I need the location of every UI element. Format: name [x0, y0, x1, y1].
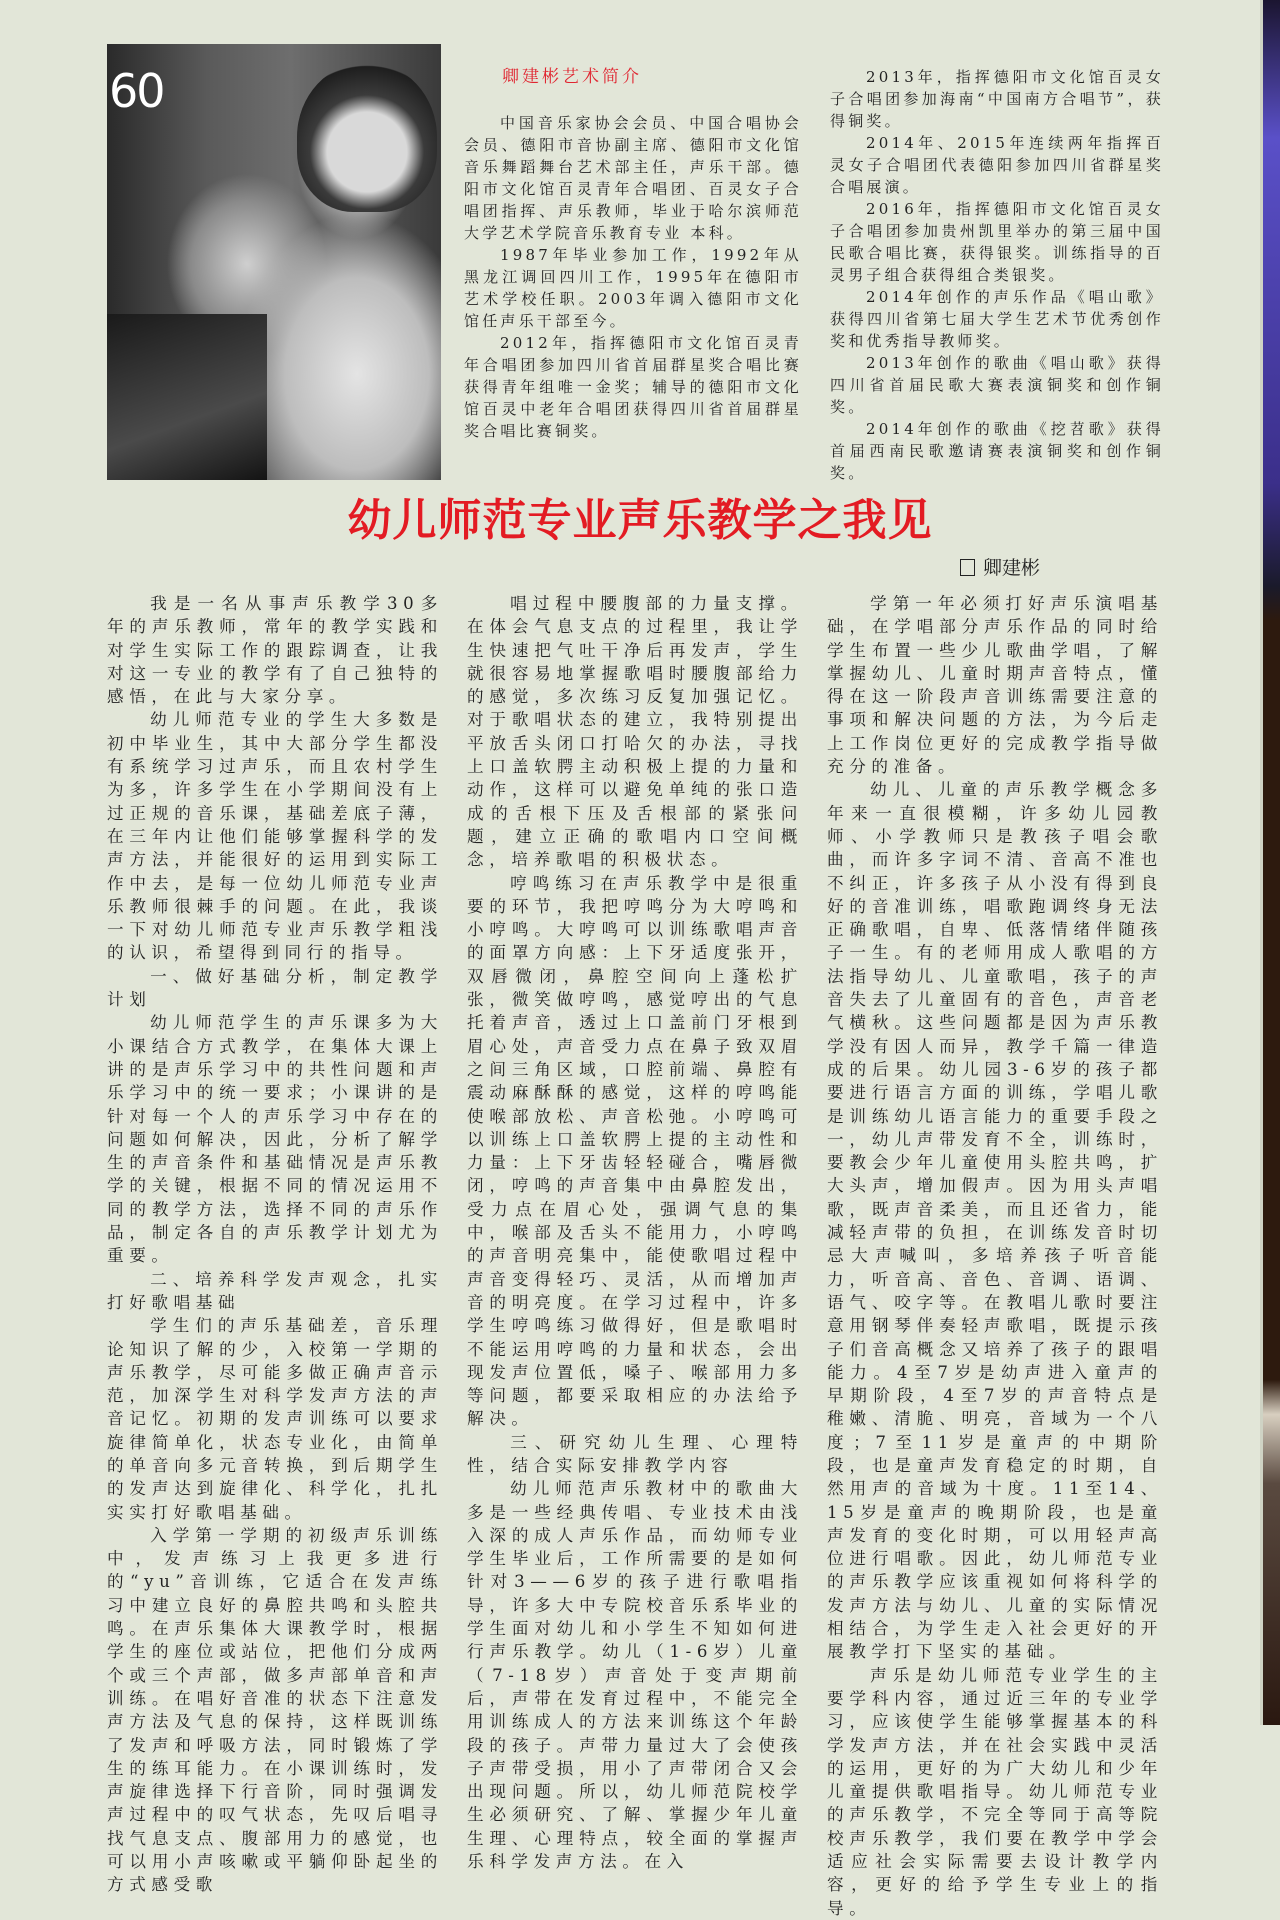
paragraph: 幼儿、儿童的声乐教学概念多年来一直很模糊，许多幼儿园教师、小学教师只是教孩子唱会歌曲，而许多字词不清、音高不准也不纠正，许多孩子从小没有得到良好的音准训练，唱歌跑调终身无法正确歌唱，自卑、低落情绪伴随孩子一生。有的老师用成人歌唱的方法指导幼儿、儿童歌唱，孩子的声音失去了儿童固有的音色，声音老气横秋。这些问题都是因为声乐教学没有因人而异，教学千篇一律造成的后果。幼儿园3-6岁的孩子都要进行语言方面的训练，学唱儿歌是训练幼儿语言能力的重要手段之一，幼儿声带发育不全，训练时，要教会少年儿童使用头腔共鸣，扩大头声，增加假声。因为用头声唱歌，既声音柔美，而且还省力，能减轻声带的负担，在训练发音时切忌大声喊叫，多培养孩子听音能力，听音高、音色、音调、语调、语气、咬字等。在教唱儿歌时要注意用钢琴伴奏轻声歌唱，既提示孩子们音高概念又培养了孩子的跟唱能力。4至7岁是幼声进入童声的早期阶段，4至7岁的声音特点是稚嫩、清脆、明亮，音域为一个八度；7至11岁是童声的中期阶段，也是童声发育稳定的时期，自然用声的音域为十度。11至14、15岁是童声的晚期阶段，也是童声发育的变化时期，可以用轻声高位进行唱歌。因此，幼儿师范专业的声乐教学应该重视如何将科学的发声方法与幼儿、儿童的实际情况相结合，为学生走入社会更好的开展教学打下坚实的基础。	[827, 780, 1163, 1662]
article-title: 幼儿师范专业声乐教学之我见	[347, 495, 933, 546]
paragraph: 幼儿师范专业的学生大多数是初中毕业生，其中大部分学生都没有系统学习过声乐，而且农村学生为多，许多学生在小学期间没有上过正规的音乐课，基础差底子薄，在三年内让他们能够掌握科学的发声方法，并能很好的运用到实际工作中去，是每一位幼儿师范专业声乐教师很棘手的问题。在此，我谈一下对幼儿师范专业声乐教学粗浅的认识，希望得到同行的指导。	[107, 710, 443, 963]
paragraph: 2013年创作的歌曲《唱山歌》获得四川省首届民歌大赛表演铜奖和创作铜奖。	[830, 354, 1164, 416]
adjacent-page-photo-strip	[1263, 0, 1280, 1725]
paragraph: 我是一名从事声乐教学30多年的声乐教师，常年的教学实践和对学生实际工作的跟踪调查，让我对这一专业的教学有了自己独特的感悟，在此与大家分享。	[107, 594, 443, 707]
paragraph: 三、研究幼儿生理、心理特性，结合实际安排教学内容	[467, 1432, 803, 1475]
paragraph: 学生们的声乐基础差，音乐理论知识了解的少，入校第一学期的声乐教学，尽可能多做正确声音示范，加深学生对科学发声方法的声音记忆。初期的发声训练可以要求旋律简单化，状态专业化，由简单的单音向多元音转换，到后期学生的发声达到旋律化、科学化，扎扎实实打好歌唱基础。	[107, 1316, 443, 1522]
author-box-icon	[960, 559, 975, 576]
paragraph: 一、做好基础分析，制定教学计划	[107, 966, 443, 1010]
article-column-3	[827, 592, 1163, 1920]
page-number: 60	[109, 64, 164, 118]
bio-column-2	[830, 66, 1164, 484]
paragraph: 幼儿师范学生的声乐课多为大小课结合方式教学，在集体大课上讲的是声乐学习中的共性问题和声乐学习中的统一要求；小课讲的是针对每一个人的声乐学习中存在的问题如何解决，因此，分析了解学生的声音条件和基础情况是声乐教学的关键，根据不同的情况运用不同的教学方法，选择不同的声乐作品，制定各自的声乐教学计划尤为重要。	[107, 1013, 443, 1266]
paragraph: 2012年，指挥德阳市文化馆百灵青年合唱团参加四川省首届群星奖合唱比赛获得青年组唯一金奖；辅导的德阳市文化馆百灵中老年合唱团获得四川省首届群星奖合唱比赛铜奖。	[464, 334, 802, 440]
paragraph: 声乐是幼儿师范专业学生的主要学科内容，通过近三年的专业学习，应该使学生能够掌握基本的科学发声方法，并在社会实践中灵活的运用，更好的为广大幼儿和少年儿童提供歌唱指导。幼儿师范专业的声乐教学，不完全等同于高等院校声乐教学，我们要在教学中学会适应社会实际需要去设计教学内容，更好的给予学生专业上的指导。	[827, 1665, 1163, 1918]
paragraph: 幼儿师范声乐教材中的歌曲大多是一些经典传唱、专业技术由浅入深的成人声乐作品，而幼师专业学生毕业后，工作所需要的是如何针对3——6岁的孩子进行歌唱指导，许多大中专院校音乐系毕业的学生面对幼儿和小学生不知如何进行声乐教学。幼儿（1-6岁）儿童（7-18岁）声音处于变声期前后，声带在发育过程中，不能完全用训练成人的方法来训练这个年龄段的孩子。声带力量过大了会使孩子声带受损，用小了声带闭合又会出现问题。所以，幼儿师范院校学生必须研究、了解、掌握少年儿童生理、心理特点，较全面的掌握声乐科学发声方法。在入	[467, 1479, 803, 1872]
paragraph: 2014年创作的歌曲《挖苕歌》获得首届西南民歌邀请赛表演铜奖和创作铜奖。	[830, 420, 1164, 482]
paragraph: 2016年，指挥德阳市文化馆百灵女子合唱团参加贵州凯里举办的第三届中国民歌合唱比赛，获得银奖。训练指导的百灵男子组合获得组合类银奖。	[830, 200, 1164, 284]
paragraph: 中国音乐家协会会员、中国合唱协会会员、德阳市音协副主席、德阳市文化馆音乐舞蹈舞台艺术部主任，声乐干部。德阳市文化馆百灵青年合唱团、百灵女子合唱团指挥、声乐教师，毕业于哈尔滨师范大学艺术学院音乐教育专业 本科。	[464, 114, 802, 242]
portrait-piano	[107, 314, 267, 480]
bio-heading: 卿建彬艺术简介	[502, 67, 642, 87]
paragraph: 2014年创作的声乐作品《唱山歌》获得四川省第七届大学生艺术节优秀创作奖和优秀指导教师奖。	[830, 288, 1164, 350]
paragraph: 1987年毕业参加工作，1992年从黑龙江调回四川工作，1995年在德阳市艺术学校任职。2003年调入德阳市文化馆任声乐干部至今。	[464, 246, 802, 330]
paragraph: 学第一年必须打好声乐演唱基础，在学唱部分声乐作品的同时给学生布置一些少儿歌曲学唱，了解掌握幼儿、儿童时期声音特点，懂得在这一阶段声音训练需要注意的事项和解决问题的方法，为今后走上工作岗位更好的完成教学指导做充分的准备。	[827, 594, 1163, 777]
bio-column-1	[464, 112, 802, 442]
article-column-1	[107, 592, 443, 1897]
portrait-figure	[297, 62, 437, 212]
paragraph: 二、培养科学发声观念，扎实打好歌唱基础	[107, 1269, 443, 1312]
author-name: 卿建彬	[983, 557, 1041, 579]
paragraph: 唱过程中腰腹部的力量支撑。在体会气息支点的过程里，我让学生快速把气吐干净后再发声，学生就很容易地掌握歌唱时腰腹部给力的感觉，多次练习反复加强记忆。 对于歌唱状态的建立，我特别提出平放舌头闭口打哈欠的办法，寻找上口盖软腭主动积极上提的力量和动作，这样可以避免单纯的张口造成的舌根下压及舌根部的紧张问题，建立正确的歌唱内口空间概念，培养歌唱的积极状态。	[467, 594, 803, 870]
author-portrait-photo	[107, 44, 441, 480]
paragraph: 入学第一学期的初级声乐训练中，发声练习上我更多进行的“yu”音训练，它适合在发声练习中建立良好的鼻腔共鸣和头腔共鸣。在声乐集体大课教学时，根据学生的座位或站位，把他们分成两个或三个声部，做多声部单音和声训练。在唱好音准的状态下注意发声方法及气息的保持，这样既训练了发声和呼吸方法，同时锻炼了学生的练耳能力。在小课训练时，发声旋律选择下行音阶，同时强调发声过程中的叹气状态，先叹后唱寻找气息支点、腹部用力的感觉，也可以用小声咳嗽或平躺仰卧起坐的方式感受歌	[107, 1525, 443, 1895]
paragraph: 2014年、2015年连续两年指挥百灵女子合唱团代表德阳参加四川省群星奖合唱展演。	[830, 134, 1164, 196]
article-column-2	[467, 592, 803, 1873]
article-author	[960, 556, 1040, 580]
paragraph: 2013年，指挥德阳市文化馆百灵女子合唱团参加海南“中国南方合唱节”，获得铜奖。	[830, 68, 1164, 130]
paragraph: 哼鸣练习在声乐教学中是很重要的环节，我把哼鸣分为大哼鸣和小哼鸣。大哼鸣可以训练歌唱声音的面罩方向感：上下牙适度张开，双唇微闭，鼻腔空间向上蓬松扩张，微笑做哼鸣，感觉哼出的气息托着声音，透过上口盖前门牙根到眉心处，声音受力点在鼻子致双眉之间三角区域，口腔前端、鼻腔有震动麻酥酥的感觉，这样的哼鸣能使喉部放松、声音松弛。小哼鸣可以训练上口盖软腭上提的主动性和力量：上下牙齿轻轻碰合，嘴唇微闭，哼鸣的声音集中由鼻腔发出，受力点在眉心处，强调气息的集中，喉部及舌头不能用力，小哼鸣的声音明亮集中，能使歌唱过程中声音变得轻巧、灵活，从而增加声音的明亮度。在学习过程中，许多学生哼鸣练习做得好，但是歌唱时不能运用哼鸣的力量和状态，会出现发声位置低，嗓子、喉部用力多等问题，都要采取相应的办法给予解决。	[467, 873, 803, 1429]
